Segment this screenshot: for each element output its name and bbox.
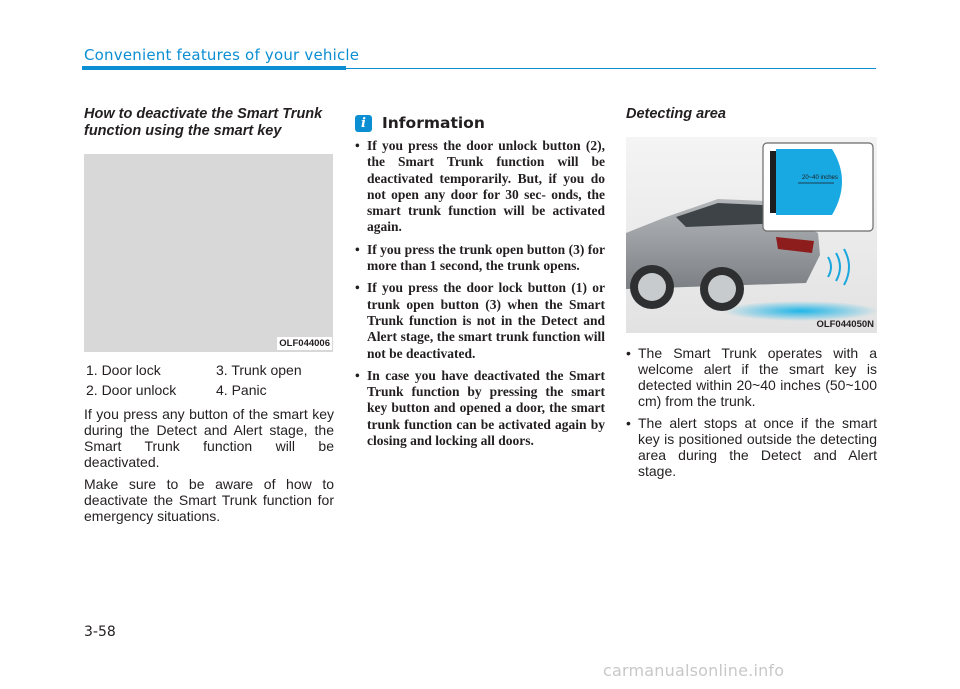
section-heading-detecting-area: Detecting area <box>626 106 726 122</box>
information-column <box>355 114 605 455</box>
figure-captions <box>84 360 334 400</box>
information-title: Information <box>382 114 485 132</box>
information-header <box>355 114 605 132</box>
information-list <box>355 138 605 449</box>
list-item: • The Smart Trunk operates with a welcome alert if the smart key is detected within 20~40 inches (50~100 cm) from the trunk. <box>626 345 877 409</box>
header-rule-thin <box>346 68 876 69</box>
header-title: Convenient features of your vehicle <box>84 46 360 64</box>
car-illustration <box>626 137 877 333</box>
caption-row <box>86 360 334 380</box>
caption-trunk-open: 3. Trunk open <box>216 362 302 378</box>
smart-key-figure <box>84 154 333 352</box>
paragraph: Make sure to be aware of how to deactivate the Smart Trunk function for emergency situations. <box>84 476 334 524</box>
caption-panic: 4. Panic <box>216 382 267 398</box>
caption-door-lock: 1. Door lock <box>86 362 161 378</box>
header-rule-thick <box>82 66 346 70</box>
list-item: • If you press the door unlock button (2), the Smart Trunk function will be deactivated temporarily. But, if you do not open any door for 30 sec- onds, the smart trunk function will be activated again. <box>355 138 605 236</box>
inset-distance-label: 20~40 inches <box>802 175 838 181</box>
list-item: • The alert stops at once if the smart key is positioned outside the detecting area during the Detect and Alert stage. <box>626 415 877 479</box>
watermark: carmanualsonline.info <box>603 661 785 680</box>
caption-row <box>86 380 334 400</box>
caption-door-unlock: 2. Door unlock <box>86 382 177 398</box>
detecting-area-figure <box>626 137 877 333</box>
right-column <box>626 106 877 485</box>
list-item: • If you press the trunk open button (3) for more than 1 second, the trunk opens. <box>355 242 605 275</box>
detecting-area-list <box>626 345 877 479</box>
figure-code: OLF044050N <box>816 319 874 330</box>
section-heading-deactivate: How to deactivate the Smart Trunk function using the smart key <box>84 106 323 139</box>
left-column <box>84 106 334 524</box>
page-number: 3-58 <box>84 624 116 640</box>
figure-code: OLF044006 <box>279 338 330 349</box>
paragraph: If you press any button of the smart key during the Detect and Alert stage, the Smart Trunk function will be deactivated. <box>84 406 334 470</box>
info-icon: i <box>355 115 372 132</box>
list-item: • If you press the door lock button (1) or trunk open button (3) when the Smart Trunk function is not in the Detect and Alert stage, the smart trunk function will not be deactivated. <box>355 280 605 361</box>
list-item: • In case you have deactivated the Smart Trunk function by pressing the smart key button and opened a door, the smart trunk function can be activated again by closing and locking all doors. <box>355 368 605 449</box>
